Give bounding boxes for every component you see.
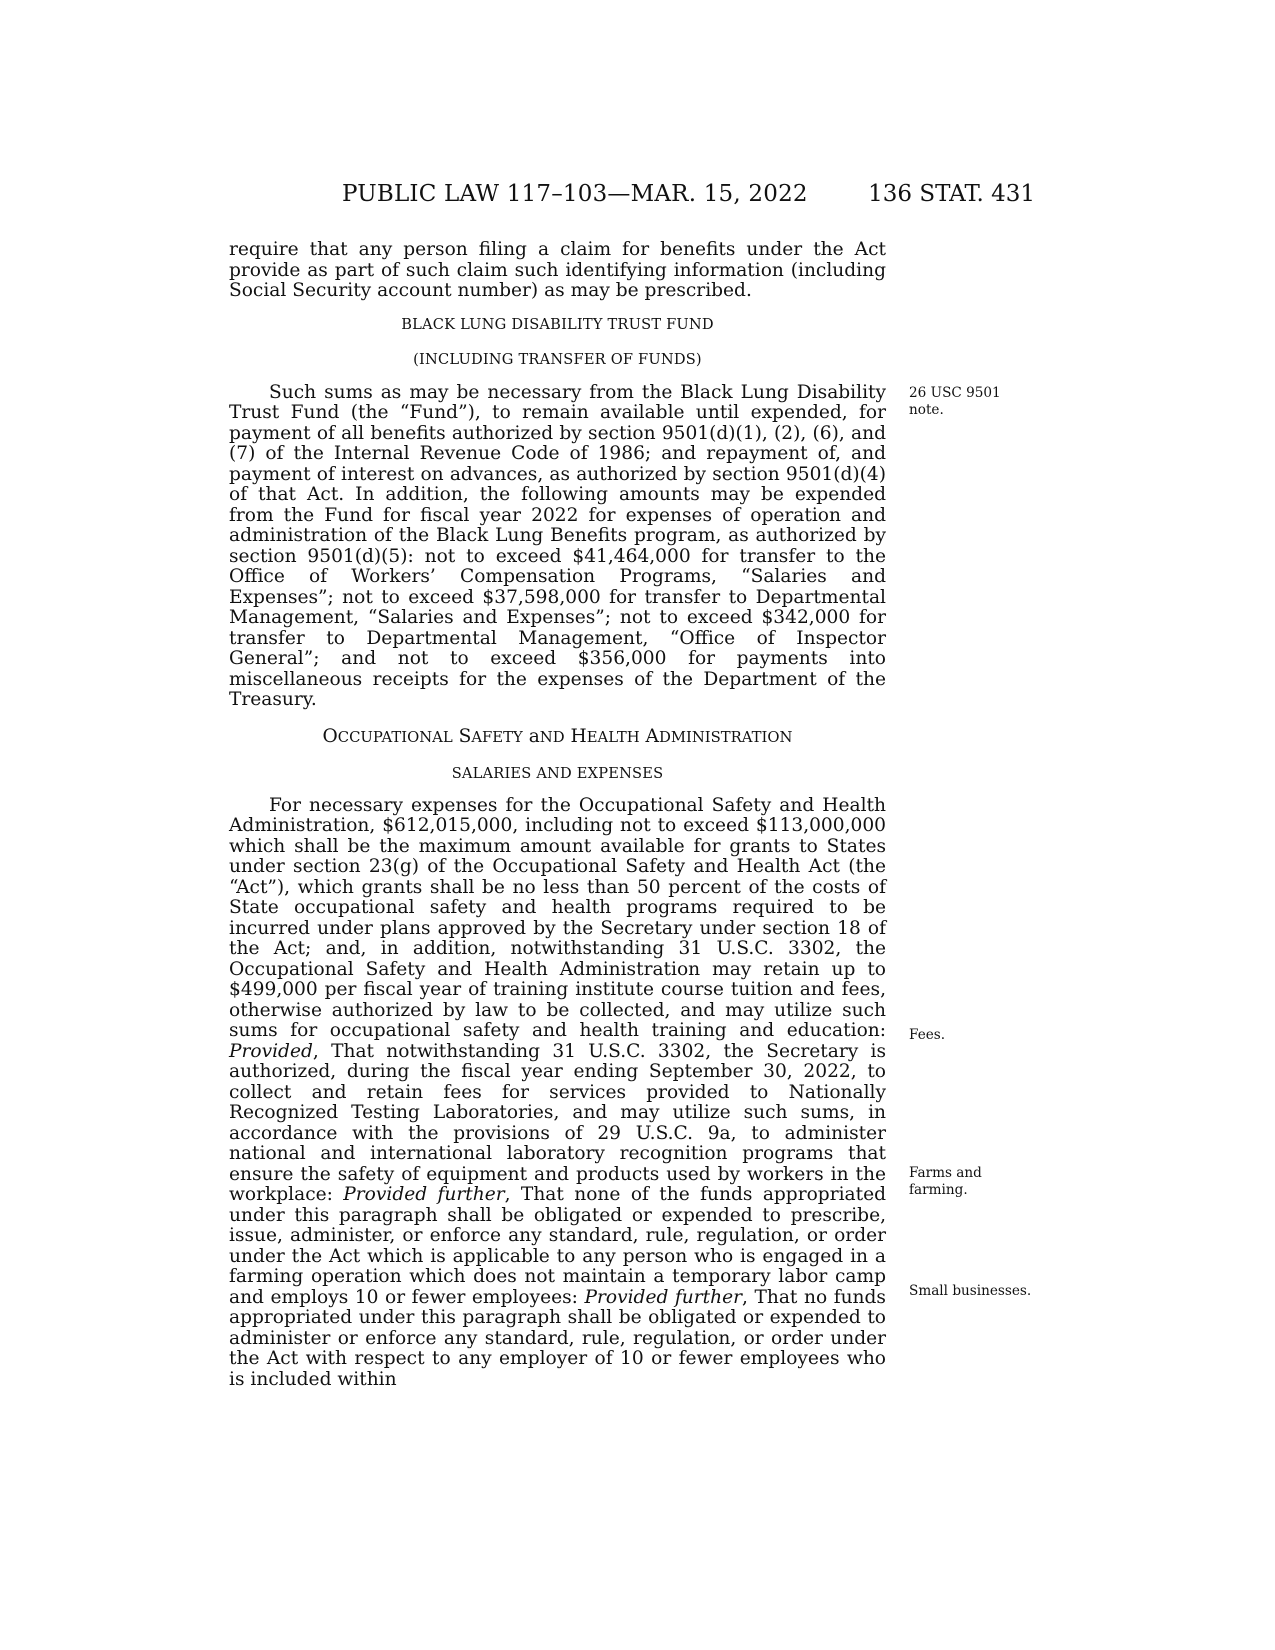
provided-proviso-2: Provided further: [343, 1184, 505, 1205]
margin-note-farms: [909, 1165, 982, 1199]
osha-text-3: , That none of the funds appropriated under this paragraph shall be obligated or expended to prescribe, issue, administer, or enforce any standard, rule, regulation, or order under the Act which is applicable to any person who is engaged in a farming operation which does not maintain a temporary labor camp and employs 10 or fewer employees:: [229, 1184, 886, 1308]
running-title: PUBLIC LAW 117–103—MAR. 15, 2022: [342, 181, 808, 207]
margin-note-farms-line2: farming.: [909, 1182, 968, 1198]
margin-note-usc: [909, 385, 1001, 419]
provided-proviso-3: Provided further: [584, 1286, 742, 1308]
osha-text-4: , That no funds appropriated under this paragraph shall be obligated or expended to administer or enforce any standard, rule, regulation, or order under the Act with respect to any employer of 10 or fewer employees who is included within: [229, 1286, 886, 1390]
margin-note-usc-line2: note.: [909, 402, 944, 418]
page-header: [0, 181, 1275, 221]
statute-page-number: 136 STAT. 431: [868, 181, 1035, 207]
heading-osha-text: OCCUPATIONAL SAFETY aND HEALTH ADMINISTRATION: [322, 725, 793, 747]
paragraph-osha: [229, 796, 886, 1391]
page-body: [229, 240, 886, 1390]
paragraph-black-lung: Such sums as may be necessary from the Black Lung Disability Trust Fund (the “Fund”), to remain available until expended, for payment of all benefits authorized by section 9501(d)(1), (2), (6), and (7) of the Internal Revenue Code of 1986; and repayment of, and payment of interest on advances, as authorized by section 9501(d)(4) of that Act. In addition, the following amounts may be expended from the Fund for fiscal year 2022 for expenses of operation and administration of the Black Lung Benefits program, as authorized by section 9501(d)(5): not to exceed $41,464,000 for transfer to the Office of Workers’ Compensation Programs, “Salaries and Expenses”; not to exceed $37,598,000 for transfer to Departmental Management, “Salaries and Expenses”; not to exceed $342,000 for transfer to Departmental Management, “Office of Inspector General”; and not to exceed $356,000 for payments into miscellaneous receipts for the expenses of the Department of the Treasury.: [229, 381, 886, 710]
heading-salaries-expenses: SALARIES AND EXPENSES: [451, 764, 664, 782]
osha-text-1: For necessary expenses for the Occupational Safety and Health Administration, $612,015,000, including not to exceed $113,000,000 which shall be the maximum amount available for grants to States under section 23(g) of the Occupational Safety and Health Act (the “Act”), which grants shall be no less than 50 percent of the costs of State occupational safety and health programs required to be incurred under plans approved by the Secretary under section 18 of the Act; and, in addition, notwithstanding 31 U.S.C. 3302, the Occupational Safety and Health Administration may retain up to $499,000 per fiscal year of training institute course tuition and fees, otherwise authorized by law to be collected, and may utilize such sums for occupational safety and health training and education:: [229, 794, 886, 1041]
margin-note-usc-line1: 26 USC 9501: [909, 385, 1001, 401]
heading-transfer-of-funds: (INCLUDING TRANSFER OF FUNDS): [413, 350, 702, 368]
heading-black-lung: BLACK LUNG DISABILITY TRUST FUND: [401, 315, 714, 333]
osha-text-2: , That notwithstanding 31 U.S.C. 3302, the Secretary is authorized, during the fiscal year ending September 30, 2022, to collect and retain fees for services provided to Nationally Recognized Testing Laboratories, and may utilize such sums, in accordance with the provisions of 29 U.S.C. 9a, to administer national and international laboratory recognition programs that ensure the safety of equipment and products used by workers in the workplace:: [229, 1040, 886, 1205]
margin-note-small-businesses: Small businesses.: [909, 1283, 1032, 1299]
margin-note-fees: Fees.: [909, 1027, 946, 1043]
margin-note-farms-line1: Farms and: [909, 1165, 982, 1181]
paragraph-intro: require that any person filing a claim for benefits under the Act provide as part of such claim such identifying information (including Social Security account number) as may be prescribed.: [229, 239, 886, 301]
provided-proviso-1: Provided: [229, 1040, 313, 1062]
heading-osha: [229, 726, 886, 749]
